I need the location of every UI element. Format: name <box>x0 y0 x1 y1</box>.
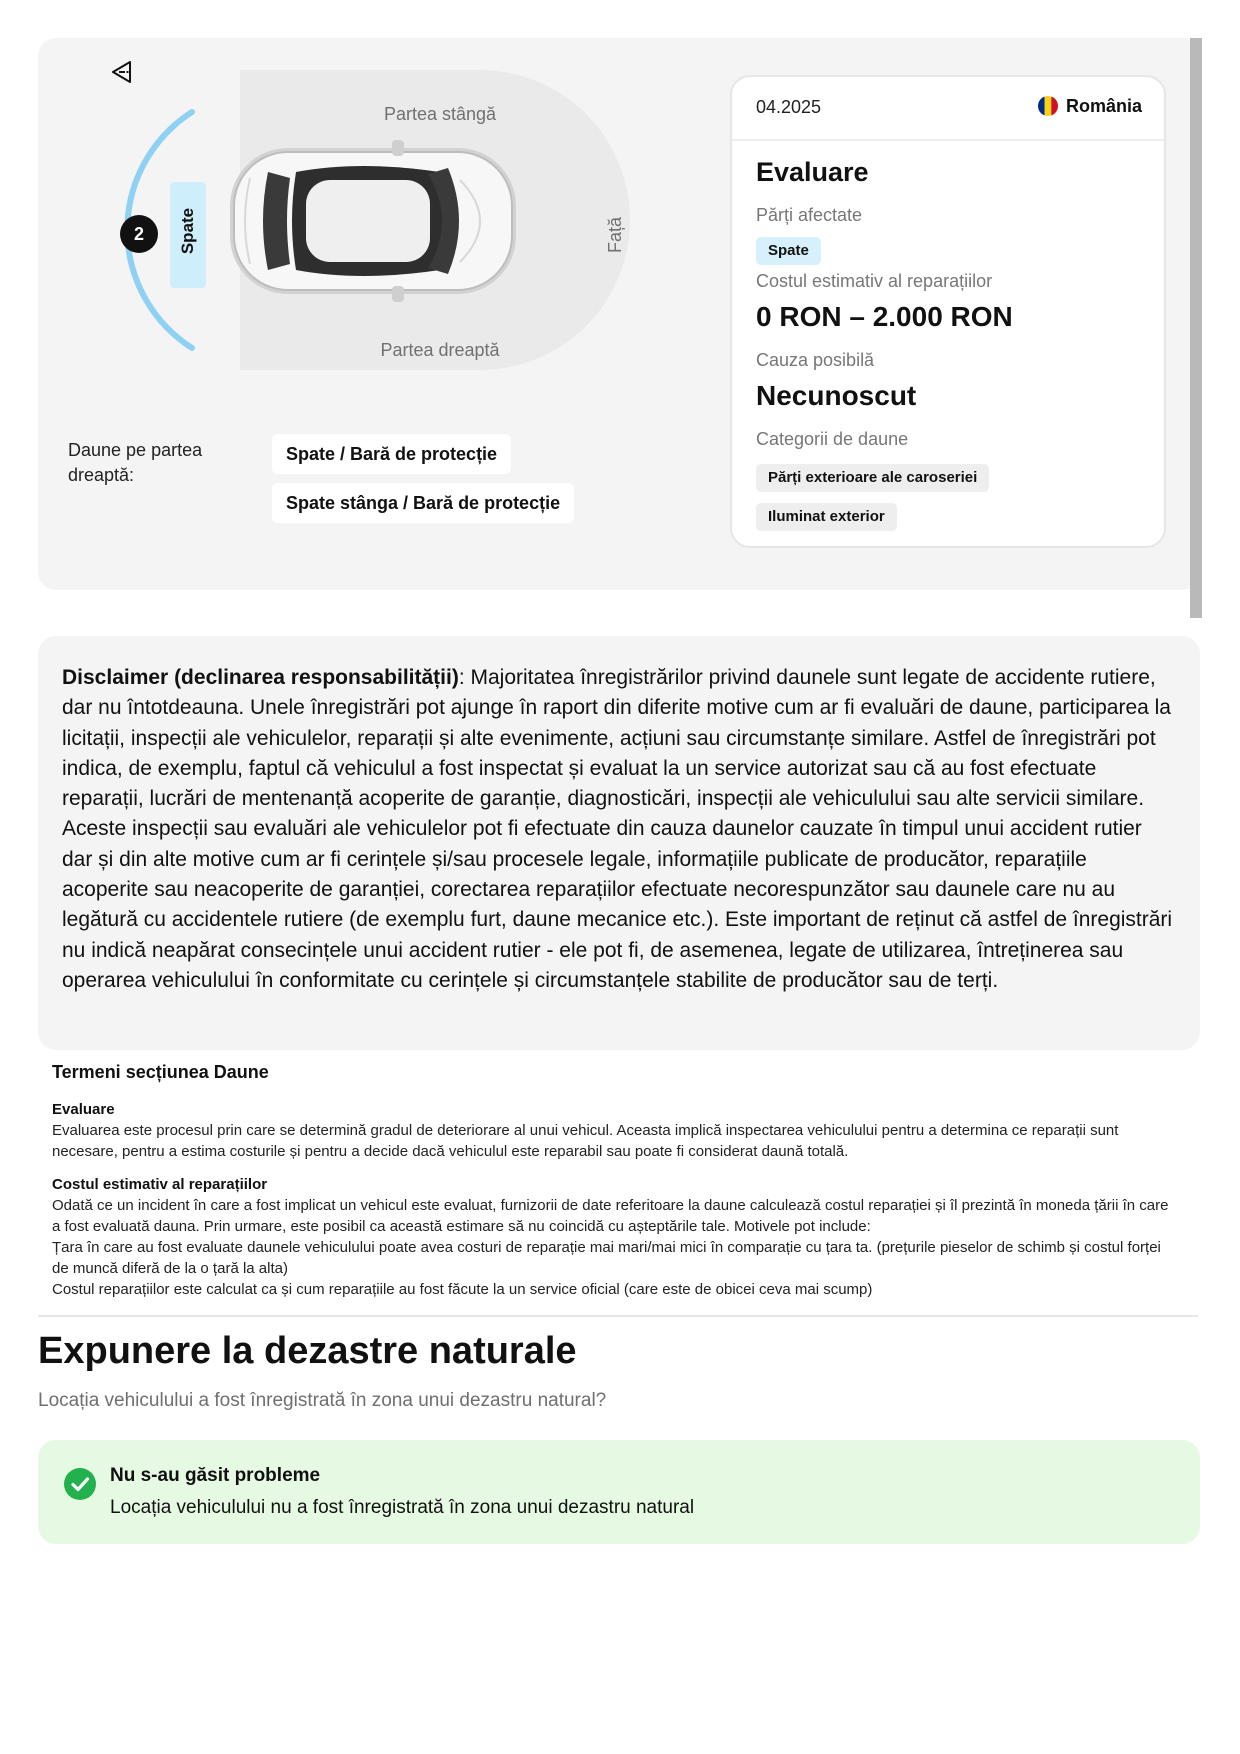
damaged-part-item: Spate / Bară de protecție <box>272 434 511 474</box>
category-chip: Iluminat exterior <box>756 503 897 531</box>
country-name: România <box>1065 96 1142 116</box>
damage-diagram <box>110 60 700 380</box>
categories-label: Categorii de daune <box>756 429 909 449</box>
affected-part-chip: Spate <box>756 237 821 265</box>
card-header <box>732 77 1164 141</box>
term-definition: Țara în care au fost evaluate daunele vehiculului poate avea costuri de reparație mai mari/mai mici în comparație cu țara ta. (prețurile pieselor de schimb și costul forței de muncă diferă de la o țară la alta) <box>52 1239 1161 1277</box>
term-definition: Odată ce un incident în care a fost implicat un vehicul este evaluat, furnizorii de date referitoare la daune calculează costul reparației și îl prezintă în moneda țării în care a fost evaluată dauna. Prin urmare, este posibil ca această estimare să nu coincidă cu așteptările tale. Motivele pot include: <box>52 1197 1169 1235</box>
cost-value: 0 RON – 2.000 RON <box>756 301 1013 332</box>
record-type: Evaluare <box>756 157 869 187</box>
natural-disaster-result <box>38 1440 1200 1544</box>
result-title: Nu s-au găsit probleme <box>110 1465 321 1486</box>
disclaimer-box <box>38 636 1200 1050</box>
cost-label: Costul estimativ al reparațiilor <box>756 271 993 291</box>
section-divider <box>38 1315 1198 1317</box>
disclaimer-title: Disclaimer (declinarea responsabilității) <box>62 666 459 689</box>
right-side-label: Partea dreaptă <box>380 340 500 360</box>
scrollbar[interactable] <box>1190 38 1202 618</box>
term-heading: Costul estimativ al reparațiilor <box>52 1176 268 1193</box>
rear-zone-label: Spate <box>178 207 197 255</box>
term-heading: Evaluare <box>52 1101 115 1118</box>
check-icon <box>64 1468 96 1500</box>
romania-flag-icon <box>1038 96 1058 116</box>
section-subtitle: Locația vehiculului a fost înregistrată în zona unui dezastru natural? <box>38 1390 607 1411</box>
cause-value: Necunoscut <box>756 380 917 411</box>
damaged-part-item: Spate stânga / Bară de protecție <box>272 483 574 523</box>
terms-section <box>52 1062 1180 1300</box>
affected-parts-label: Părți afectate <box>756 205 863 225</box>
left-side-label: Partea stângă <box>383 104 497 124</box>
disclaimer-paragraph <box>62 663 1176 996</box>
front-label: Față <box>605 216 625 254</box>
term-definition: Costul reparațiilor este calculat ca și cum reparațiile au fost făcute la un service oficial (care este de obicei ceva mai scump) <box>52 1281 873 1298</box>
warning-icon <box>110 60 134 84</box>
terms-title: Termeni secțiunea Daune <box>52 1062 269 1082</box>
damage-count-marker[interactable]: 2 <box>120 215 158 253</box>
record-country <box>1038 96 1142 117</box>
damage-side-label: Daune pe partea dreaptă: <box>68 440 203 485</box>
result-text: Locația vehiculului nu a fost înregistrată în zona unui dezastru natural <box>110 1497 695 1518</box>
damage-record-card <box>730 75 1166 548</box>
car-top-view <box>230 140 516 302</box>
section-title: Expunere la dezastre naturale <box>38 1330 577 1372</box>
record-date: 04.2025 <box>756 97 822 117</box>
term-definition: Evaluarea este procesul prin care se determină gradul de deteriorare al unui vehicul. Aceasta implică inspectarea vehiculului pentru a determina ce reparații sunt necesare, pentru a estima costurile și pentru a decide dacă vehiculul este reparabil sau poate fi considerat daună totală. <box>52 1122 1119 1160</box>
category-chip: Părți exterioare ale caroseriei <box>756 464 989 492</box>
cause-label: Cauza posibilă <box>756 350 875 370</box>
disclaimer-text: : Majoritatea înregistrărilor privind daunele sunt legate de accidente rutiere, dar nu întotdeauna. Unele înregistrări pot ajunge în raport din diferite motive cum ar fi evaluări de daune, participarea la licitații, inspecții ale vehiculelor, reparații și alte evenimente, acțiuni sau circumstanțe similare. Astfel de înregistrări pot indica, de exemplu, faptul că vehiculul a fost inspectat și evaluat la un service autorizat sau că au fost efectuate reparații, lucrări de mentenanță acoperite de garanție, diagnosticări, inspecții ale vehiculului sau alte servicii similare. Aceste inspecții sau evaluări ale vehiculelor pot fi efectuate din cauza daunelor cauzate în timpul unui accident rutier dar și din alte motive cum ar fi cerințele și/sau procesele legale, informațiile publicate de producător, reparațiile acoperite sau neacoperite de garanției, corectarea reparațiilor efectuate necorespunzător sau daunele care nu au legătură cu accidentele rutiere (de exemplu furt, daune mecanice etc.). Este important de reținut că astfel de înregistrări nu indică neapărat consecințele unui accident rutier - ele pot fi, de asemenea, legate de utilizarea, întreținerea sau operarea vehiculului în conformitate cu cerințele și circumstanțele stabilite de producător sau de terți. <box>62 666 1173 992</box>
